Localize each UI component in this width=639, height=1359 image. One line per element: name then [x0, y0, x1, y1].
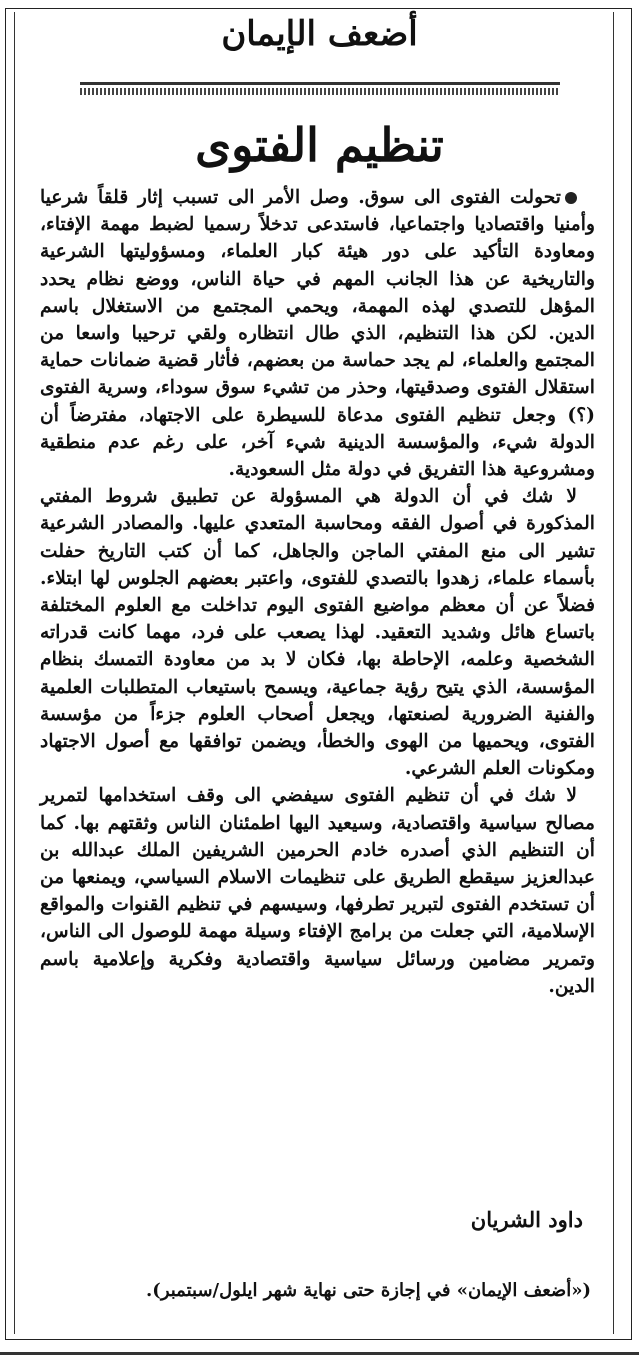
paragraph-text: تحولت الفتوى الى سوق. وصل الأمر الى تسبب إثار قلقاً شرعيا وأمنيا واقتصاديا واجتماعيا، فاستدعى تدخلاً رسميا لضبط مهمة الإفتاء، ومعاودة التأكيد على دور هيئة كبار العلماء، ومسؤوليتها الشرعية والتاريخية عن هذا الجانب المهم في حياة الناس، ووضع نظام يحدد المؤهل للتصدي لهذه المهمة، ويحمي المجتمع من الاستغلال باسم الدين. لكن هذا التنظيم، الذي طال انتظاره ولقي ترحيبا واسعا من المجتمع والعلماء، لم يجد حماسة من بعضهم، فأثار قضية ضمانات حماية استقلال الفتوى وصدقيتها، وحذر من تشيء سوق سوداء، وسرية الفتوى (؟) وجعل تنظيم الفتوى مدعاة للسيطرة على الاجتهاد، مفترضاً أن الدولة شيء، والمؤسسة الدينية شيء آخر، على رغم عدم منطقية ومشروعية هذا التفريق في دولة مثل السعودية.	[40, 186, 595, 481]
article-paragraph	[40, 184, 595, 483]
bullet-icon	[565, 192, 577, 204]
article-paragraph: لا شك في أن الدولة هي المسؤولة عن تطبيق شروط المفتي المذكورة في أصول الفقه ومحاسبة المتعدي عليها. والمصادر الشرعية تشير الى منع المفتي الماجن والجاهل، كما أن كتب التاريخ حفلت بأسماء علماء، زهدوا بالتصدي للفتوى، واعتبر بعضهم الجلوس لها ابتلاء. فضلاً عن أن معظم مواضيع الفتوى اليوم تداخلت مع العلوم المختلفة باتساع هائل وشديد التعقيد. لهذا يصعب على فرد، مهما كانت قدراته الشخصية وعلمه، الإحاطة بها، فكان لا بد من معاودة التمسك بنظام المؤسسة، الذي يتيح رؤية جماعية، ويسمح باستيعاب المتطلبات العلمية والفنية الضرورية لصنعتها، ويجعل أصحاب العلوم جزءاً من مؤسسة الفتوى، ويحميها من الهوى والخطأ، ويضمن توافقها مع أصول الاجتهاد ومكونات العلم الشرعي.	[40, 485, 595, 780]
title-divider	[80, 82, 560, 85]
column-note: («أضعف الإيمان» في إجازة حتى نهاية شهر ايلول/سبتمبر).	[146, 1280, 591, 1301]
column-title: أضعف الإيمان	[221, 14, 418, 54]
article-paragraph: لا شك في أن تنظيم الفتوى سيفضي الى وقف استخدامها لتمرير مصالح سياسية واقتصادية، وسيعيد اليها اطمئنان الناس وثقتهم بها. كما أن التنظيم الذي أصدره خادم الحرمين الشريفين الملك عبدالله بن عبدالعزيز سيقطع الطريق على تنظيمات الاسلام السياسي، ويمنعها من أن تستخدم الفتوى لتبرير تطرفها، وسيسهم في تنظيم القنوات والمواقع الإسلامية، التي جعلت من برامج الإفتاء وسيلة مهمة للوصول الى الناس، وتمرير مضامين ورسائل سياسية واقتصادية وفكرية وإعلامية باسم الدين.	[40, 784, 595, 997]
bottom-divider	[0, 1352, 639, 1355]
article-body	[40, 184, 595, 1000]
title-dotted-divider	[80, 88, 560, 95]
author-name: داود الشريان	[470, 1207, 583, 1232]
headline: تنظيم الفتوى	[195, 118, 444, 172]
